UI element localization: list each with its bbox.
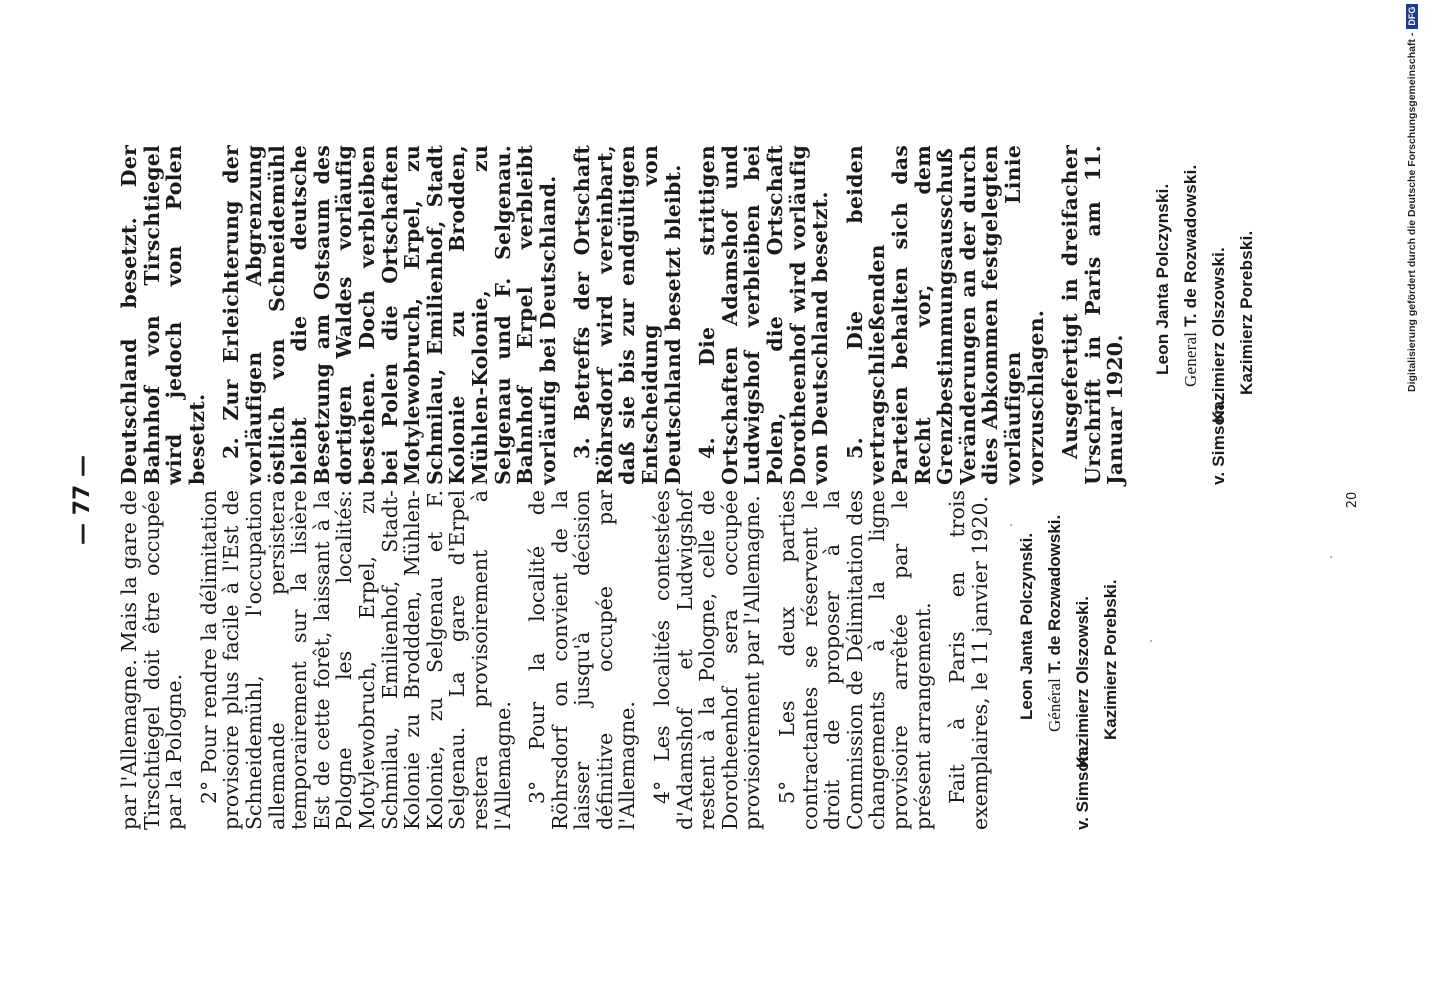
folio-number: 20	[1345, 491, 1360, 509]
signatory-name: Kazimierz Olszowski.	[1208, 247, 1228, 423]
paragraph: par l'Allemagne. Mais la gare de Tirschtiegel doit être occupée par la Pologne.	[117, 490, 187, 830]
signature-block	[1149, 145, 1269, 485]
paragraph: 2° Pour rendre la délimitation provisoire plus facile à l'Est de Schneidemühl, l'occupation allemande persistera temporairement sur la lisière Est de cette forêt, laissant à la Pologne les localités: Motylewobruch, Erpel, zu Schmilau, Emilienhof, Stadt-Kolonie zu Broddden, Mühlen-Kolonie, zu Selgenau et F. Selgenau. La gare d'Erpel restera provisoirement à l'Allemagne.	[196, 490, 515, 830]
paragraph: Ausgefertigt in dreifacher Urschrift in Paris am 11. Januar 1920.	[1058, 145, 1128, 485]
paragraph: 2. Zur Erleichterung der vorläufigen Abgrenzung östlich von Schneidemühl bleibt die deutsche Besetzung am Ostsaum des dortigen Waldes vorläufig bestehen. Doch verbleiben bei Polen die Ortschaften Motylewobruch, Erpel, zu Schmilau, Emilienhof, Stadt Kolonie zu Brodden, Mühlen-Kolonie, zu Selgenau und F. Selgenau. Bahnhof Erpel verbleibt vorläufig bei Deutschland.	[219, 145, 560, 485]
paragraph: 5° Les deux parties contractantes se réservent le droit de proposer à la Commission de Délimitation des changements à la ligne provisoire arrêtée par le présent arrangement.	[775, 490, 935, 830]
page-number: — 77 —	[70, 455, 95, 545]
signatory-name: Kazimierz Porebski.	[1236, 230, 1256, 395]
credit-text: Digitalisierung gefördert durch die Deutsche Forschungsgemeinschaft -	[1406, 32, 1418, 392]
paragraph: Deutschland besetzt. Der Bahnhof von Tirschtiegel wird jedoch von Polen besetzt.	[117, 145, 209, 485]
signatory-label: v. Simson.	[1073, 746, 1093, 830]
paragraph: Fait à Paris en trois exemplaires, le 11 janvier 1920.	[945, 490, 992, 830]
signatory-name: Leon Janta Polczynski.	[1152, 183, 1172, 375]
signatory-name: Kazimierz Porebski.	[1101, 579, 1121, 740]
scan-speck	[1330, 556, 1332, 558]
paragraph: 5. Die beiden vertragschließenden Parteien behalten sich das Recht vor, dem Grenzbestimmungsausschuß Veränderungen an der durch dies Abkommen festgelegten vorläufigen Linie vorzuschlagen.	[842, 145, 1048, 485]
signatory-name: Kazimierz Olszowski.	[1073, 596, 1093, 768]
german-column	[118, 145, 1269, 485]
digitization-credit	[1406, 0, 1432, 400]
signatory-title: General	[1180, 331, 1200, 387]
scan-speck	[1010, 524, 1012, 526]
signatory-label: v. Simson.	[1208, 399, 1228, 485]
paragraph: 4° Les localités contestées d'Adamshof et Ludwigshof restent à la Pologne, celle de Dorotheenhof sera occupée provisoirement par l'Allemagne.	[650, 490, 765, 830]
signatory-name: T. de Rozwadowski.	[1045, 514, 1065, 674]
signatory-name: Leon Janta Polczynski.	[1017, 532, 1037, 720]
dfg-logo: DFG	[1406, 4, 1418, 29]
paragraph: 4. Die strittigen Ortschaften Adamshof und Ludwigshof verbleiben bei Polen, die Ortschaft Dorotheenhof wird vorläufig von Deutschland besetzt.	[695, 145, 833, 485]
paragraph: 3° Pour la localité de Röhrsdorf on convient de la laisser jusqu'à décision définitive occupée par l'Allemagne.	[525, 490, 640, 830]
scan-speck	[1150, 640, 1152, 642]
french-column	[118, 490, 1133, 830]
signatory-title: Général	[1045, 678, 1065, 732]
signatory-name: T. de Rozwadowski.	[1180, 164, 1200, 327]
paragraph: 3. Betreffs der Ortschaft Röhrsdorf wird vereinbart, daß sie bis zur endgültigen Entscheidung von Deutschland besetzt bleibt.	[570, 145, 685, 485]
signature-block	[1013, 490, 1133, 830]
